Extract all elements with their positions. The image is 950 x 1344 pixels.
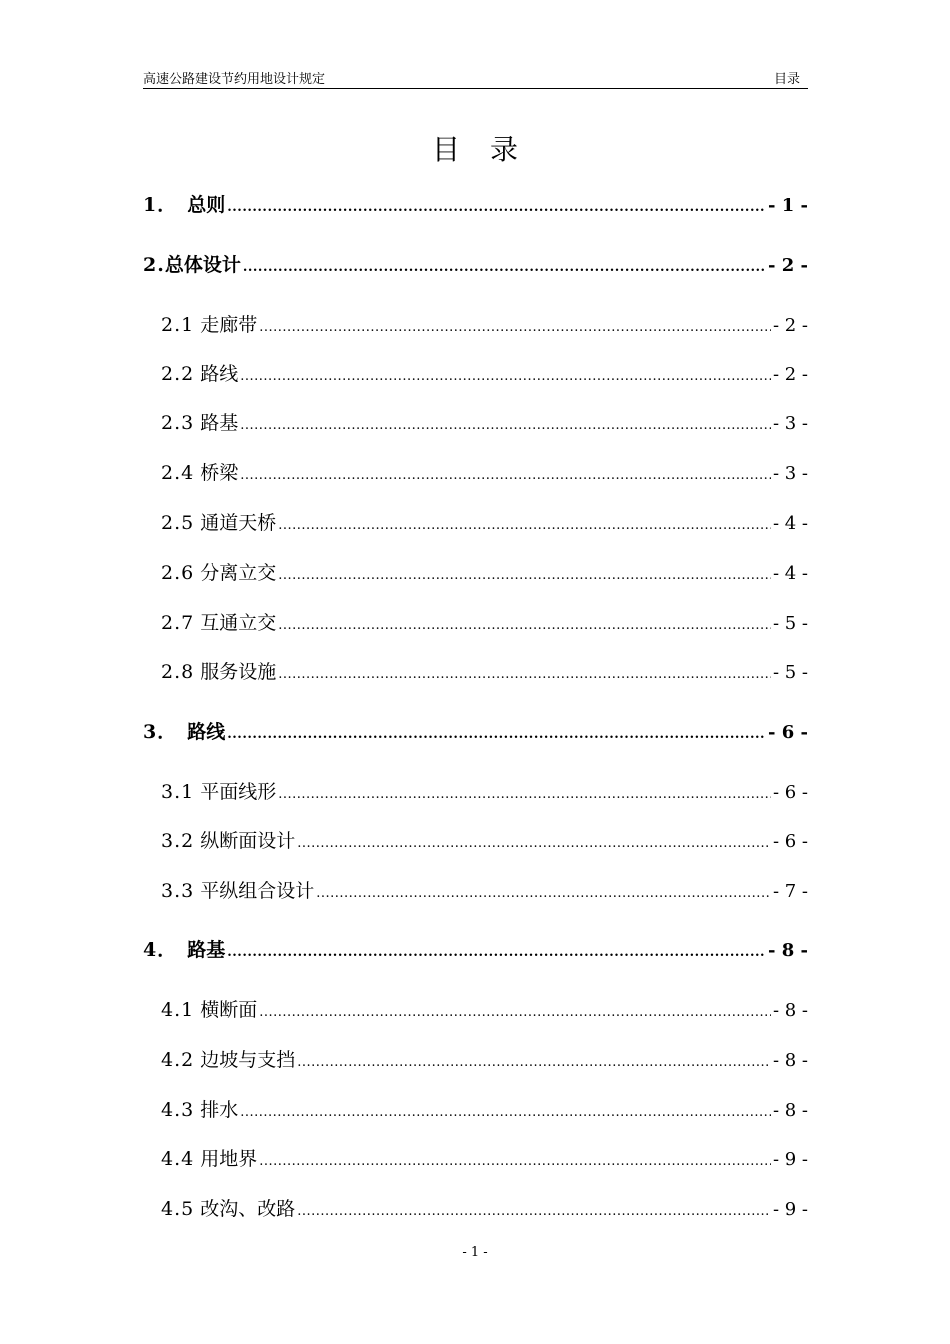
toc-entry-label: 总体设计 xyxy=(164,254,241,276)
toc-entry-level1[interactable] xyxy=(143,717,808,743)
toc-entry-label: 用地界 xyxy=(200,1148,258,1170)
toc-entry-page: - 4 - xyxy=(772,513,808,534)
toc-leader-dots xyxy=(278,568,771,583)
toc-entry-level2[interactable] xyxy=(143,657,808,683)
toc-leader-dots xyxy=(297,1055,771,1070)
toc-entry-number: 2.2 xyxy=(161,363,195,385)
toc-entry-label: 排水 xyxy=(200,1099,239,1121)
header-section-name: 目录 xyxy=(773,72,800,87)
toc-leader-dots xyxy=(278,787,771,802)
toc-leader-dots xyxy=(316,886,771,901)
toc-entry-label: 路线 xyxy=(200,363,239,385)
toc-entry-level2[interactable] xyxy=(143,458,808,484)
toc-entry-number: 4.3 xyxy=(161,1099,195,1121)
toc-entry-page: - 2 - xyxy=(772,315,808,336)
toc-entry-page: - 9 - xyxy=(772,1199,808,1220)
toc-leader-dots xyxy=(240,369,771,384)
toc-entry-page: - 5 - xyxy=(772,613,808,634)
toc-entry-number: 4． xyxy=(143,939,178,961)
toc-entry-level2[interactable] xyxy=(143,777,808,803)
toc-entry-level2[interactable] xyxy=(143,876,808,902)
toc-entry-label: 桥梁 xyxy=(200,462,239,484)
toc-leader-dots xyxy=(240,1105,771,1120)
toc-entry-label: 纵断面设计 xyxy=(200,830,296,852)
toc-entry-number: 2.5 xyxy=(161,512,195,534)
toc-entry-label: 平面线形 xyxy=(200,781,277,803)
toc-entry-level2[interactable] xyxy=(143,558,808,584)
toc-entry-number: 2.4 xyxy=(161,462,195,484)
toc-entry-level2[interactable] xyxy=(143,1144,808,1170)
toc-entry-label: 互通立交 xyxy=(200,612,277,634)
toc-entry-number: 2. xyxy=(143,254,165,276)
toc-entry-number: 2.6 xyxy=(161,562,195,584)
toc-entry-page: - 8 - xyxy=(772,1000,808,1021)
toc-leader-dots xyxy=(227,945,766,960)
toc-entry-number: 3.3 xyxy=(161,880,195,902)
toc-entry-level2[interactable] xyxy=(143,408,808,434)
toc-leader-dots xyxy=(243,260,766,275)
toc-entry-level2[interactable] xyxy=(143,359,808,385)
toc-entry-page: - 6 - xyxy=(772,782,808,803)
toc-entry-level2[interactable] xyxy=(143,995,808,1021)
toc-leader-dots xyxy=(259,1154,771,1169)
toc-entry-number: 2.8 xyxy=(161,661,195,683)
toc-entry-label: 分离立交 xyxy=(200,562,277,584)
toc-entry-label: 改沟、改路 xyxy=(200,1198,296,1220)
toc-entry-page: - 3 - xyxy=(772,463,808,484)
toc-entry-number: 2.3 xyxy=(161,412,195,434)
toc-entry-level2[interactable] xyxy=(143,1095,808,1121)
toc-entry-label: 路线 xyxy=(187,721,226,743)
toc-leader-dots xyxy=(240,468,771,483)
toc-entry-level2[interactable] xyxy=(143,826,808,852)
toc-entry-label: 总则 xyxy=(187,194,226,216)
toc-entry-number: 4.2 xyxy=(161,1049,195,1071)
toc-leader-dots xyxy=(278,518,771,533)
toc-entry-label: 路基 xyxy=(200,412,239,434)
toc-entry-page: - 1 - xyxy=(768,195,808,216)
toc-leader-dots xyxy=(297,836,771,851)
toc-entry-level2[interactable] xyxy=(143,1194,808,1220)
toc-entry-label: 边坡与支挡 xyxy=(200,1049,296,1071)
toc-leader-dots xyxy=(240,418,771,433)
toc-entry-page: - 8 - xyxy=(772,1100,808,1121)
toc-entry-page: - 5 - xyxy=(772,662,808,683)
toc-entry-label: 通道天桥 xyxy=(200,512,277,534)
toc-entry-number: 3.2 xyxy=(161,830,195,852)
toc-leader-dots xyxy=(278,618,771,633)
toc-entry-page: - 9 - xyxy=(772,1149,808,1170)
page-header xyxy=(143,66,808,89)
toc-entry-number: 3． xyxy=(143,721,178,743)
toc-leader-dots xyxy=(259,320,771,335)
toc-entry-page: - 2 - xyxy=(772,364,808,385)
toc-entry-number: 4.4 xyxy=(161,1148,195,1170)
toc-entry-page: - 7 - xyxy=(772,881,808,902)
page-title: 目录 xyxy=(431,133,548,166)
toc-entry-level2[interactable] xyxy=(143,310,808,336)
toc-entry-level1[interactable] xyxy=(143,190,808,216)
toc-entry-level2[interactable] xyxy=(143,608,808,634)
toc-entry-label: 路基 xyxy=(187,939,226,961)
header-document-title: 高速公路建设节约用地设计规定 xyxy=(143,72,326,87)
toc-leader-dots xyxy=(227,727,766,742)
toc-entry-number: 4.1 xyxy=(161,999,195,1021)
toc-entry-page: - 4 - xyxy=(772,563,808,584)
toc-entry-number: 2.7 xyxy=(161,612,195,634)
toc-entry-page: - 6 - xyxy=(768,722,808,743)
toc-entry-level1[interactable] xyxy=(143,250,808,276)
toc-entry-level1[interactable] xyxy=(143,935,808,961)
toc-entry-page: - 2 - xyxy=(768,255,808,276)
toc-entry-number: 1． xyxy=(143,194,178,216)
toc-entry-number: 2.1 xyxy=(161,314,195,336)
toc-entry-label: 平纵组合设计 xyxy=(200,880,315,902)
toc-entry-page: - 3 - xyxy=(772,413,808,434)
toc-entry-number: 4.5 xyxy=(161,1198,195,1220)
toc-leader-dots xyxy=(259,1005,771,1020)
toc-leader-dots xyxy=(297,1204,771,1219)
toc-leader-dots xyxy=(227,200,766,215)
toc-entry-page: - 8 - xyxy=(772,1050,808,1071)
toc-entry-page: - 8 - xyxy=(768,940,808,961)
toc-entry-level2[interactable] xyxy=(143,508,808,534)
toc-entry-label: 服务设施 xyxy=(200,661,277,683)
toc-entry-page: - 6 - xyxy=(772,831,808,852)
toc-leader-dots xyxy=(278,667,771,682)
toc-entry-number: 3.1 xyxy=(161,781,195,803)
toc-entry-label: 横断面 xyxy=(200,999,258,1021)
page-footer-number: - 1 - xyxy=(462,1245,488,1260)
toc-entry-level2[interactable] xyxy=(143,1045,808,1071)
toc-entry-label: 走廊带 xyxy=(200,314,258,336)
